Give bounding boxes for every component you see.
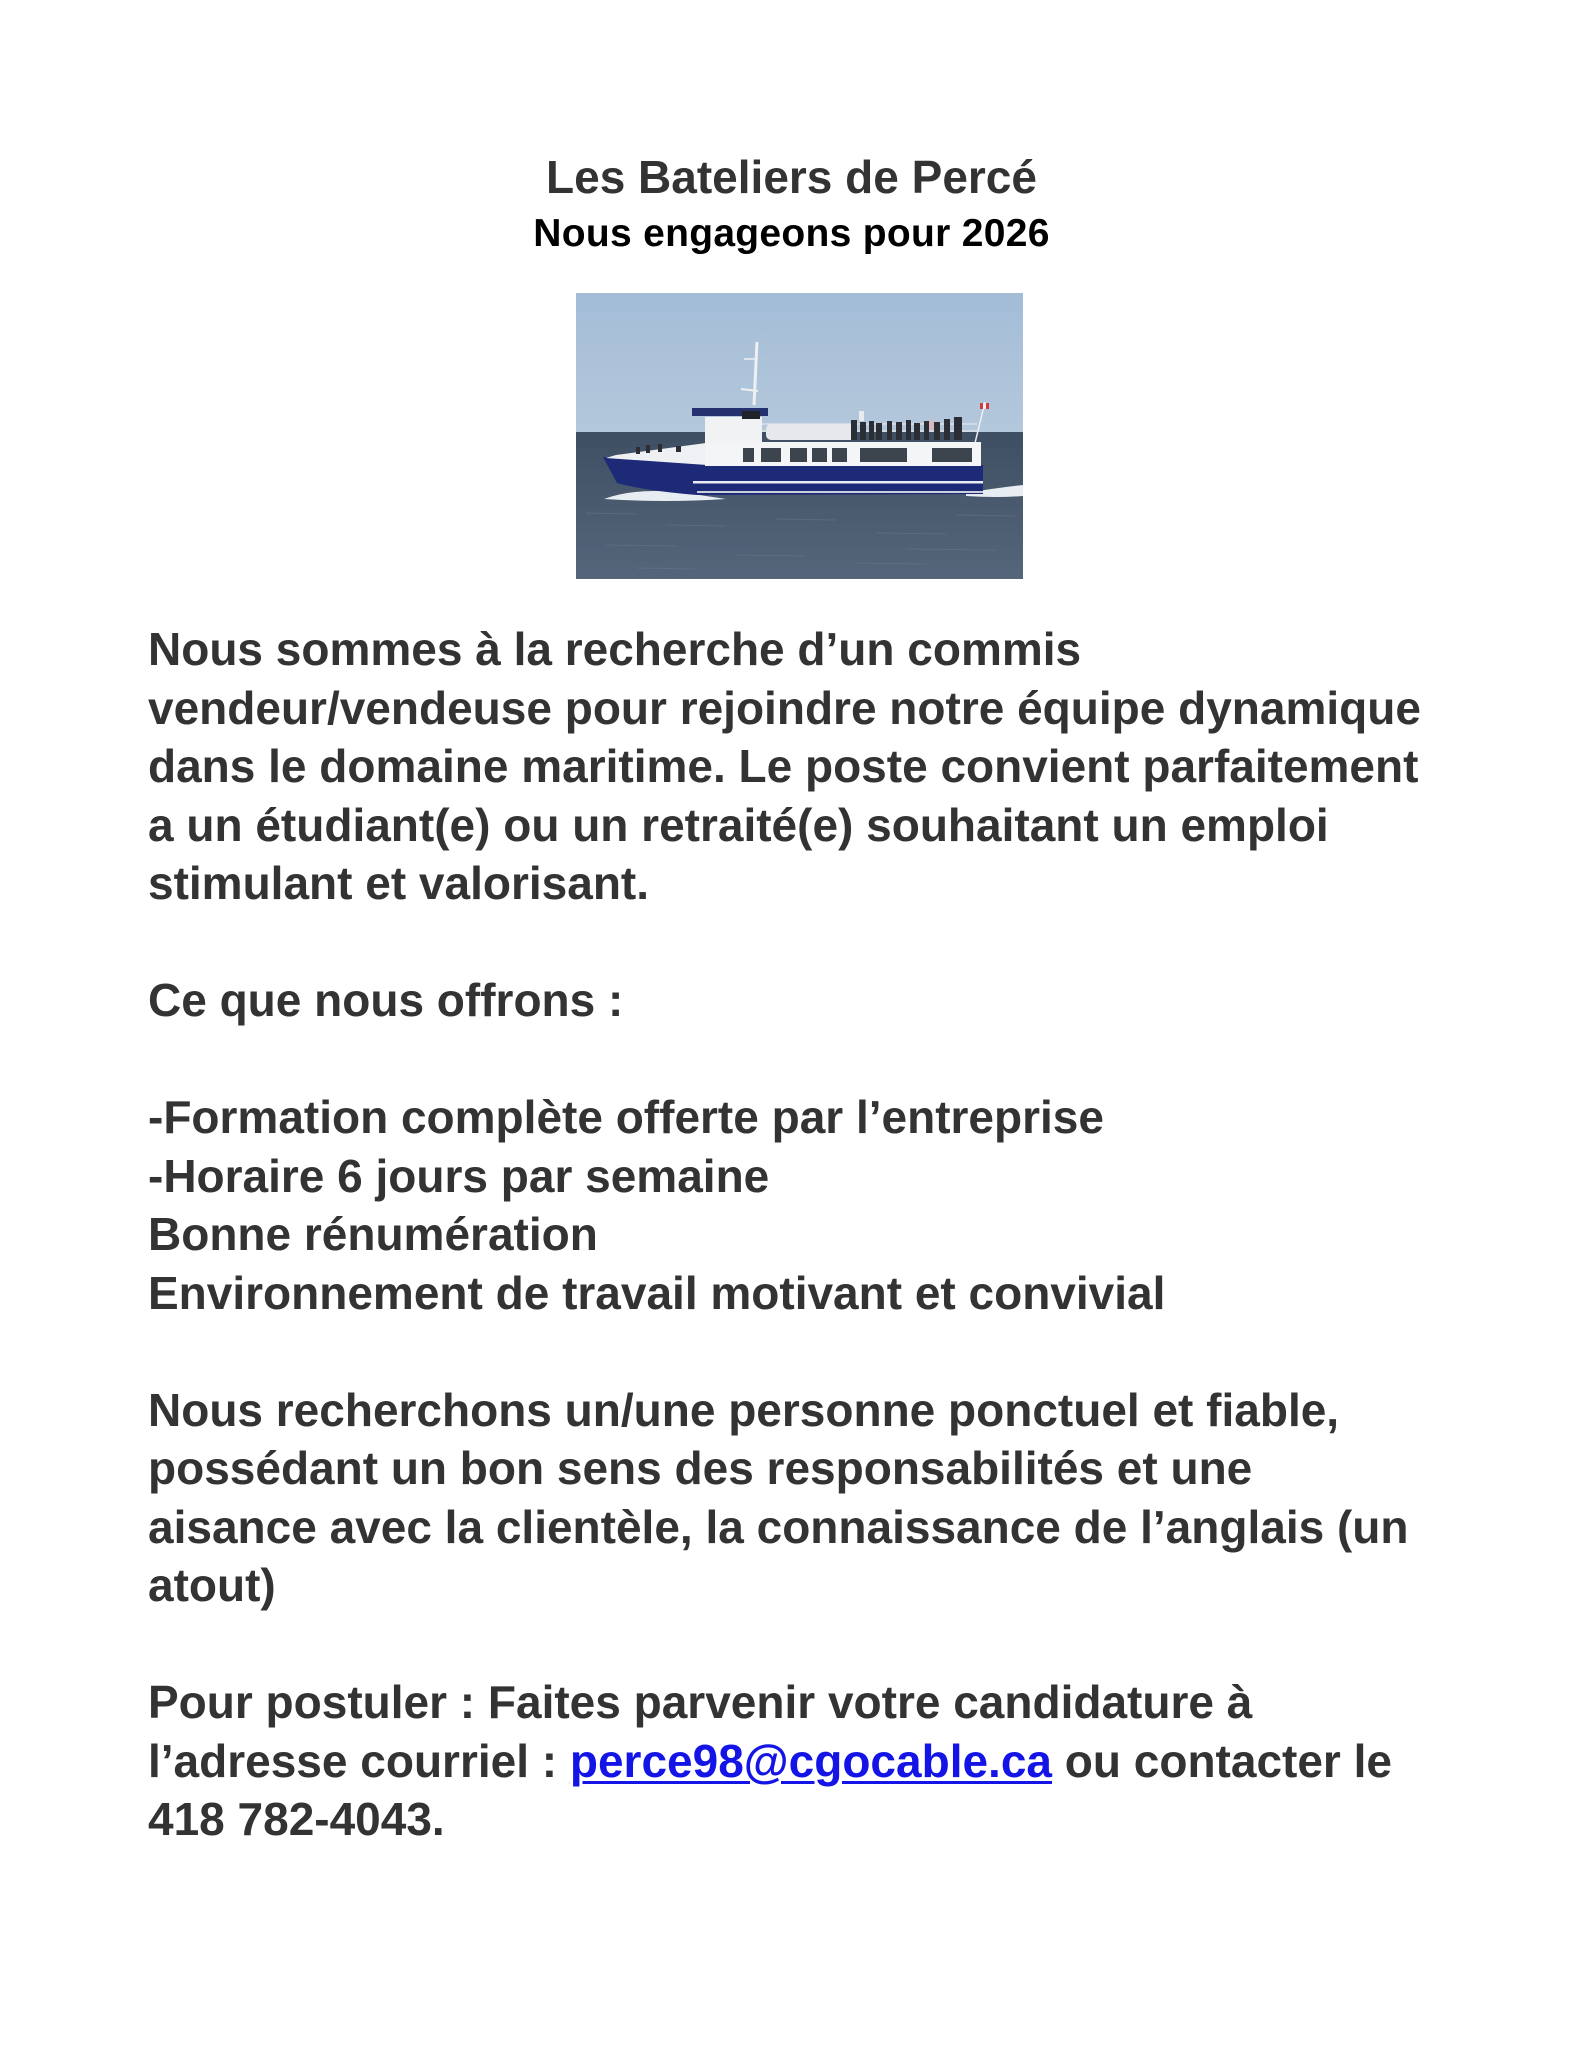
upper-deck <box>705 417 762 443</box>
profile-paragraph <box>148 1381 1468 1615</box>
life-rafts <box>766 424 856 440</box>
apply-email-prefix: l’adresse courriel : <box>148 1734 570 1787</box>
page-title: Les Bateliers de Percé <box>546 151 1037 203</box>
spacer <box>148 1322 1468 1381</box>
flag-center <box>983 403 986 409</box>
apply-paragraph <box>148 1673 1468 1849</box>
intro-paragraph <box>148 620 1468 913</box>
offer-item: Environnement de travail motivant et convivial <box>148 1266 1166 1319</box>
spacer <box>148 913 1468 972</box>
apply-email-line <box>148 1732 1468 1791</box>
hull-stripe <box>693 481 983 484</box>
boat-photo <box>576 293 1023 579</box>
offer-list <box>148 1088 1468 1322</box>
email-link[interactable]: perce98@cgocable.ca <box>569 1734 1052 1787</box>
spacer <box>148 1030 1468 1089</box>
spacer <box>148 1615 1468 1674</box>
intro-line: a un étudiant(e) ou un retraité(e) souhaitant un emploi <box>148 798 1329 851</box>
profile-line: possédant un bon sens des responsabilités et une <box>148 1442 1253 1494</box>
apply-email-suffix: ou contacter le <box>1052 1734 1392 1787</box>
page-subtitle: Nous engageons pour 2026 <box>533 212 1050 255</box>
intro-line: dans le domaine maritime. Le poste convient parfaitement <box>148 740 1419 792</box>
job-posting-body <box>148 620 1468 1849</box>
wheelhouse-window <box>742 411 760 419</box>
phone-number: 418 782-4043. <box>148 1793 445 1845</box>
offer-item: -Formation complète offerte par l’entreprise <box>148 1091 1104 1143</box>
profile-line: atout) <box>148 1559 276 1611</box>
sky <box>576 293 1023 433</box>
offer-item: Bonne rénumération <box>148 1208 598 1260</box>
intro-line: stimulant et valorisant. <box>148 857 650 909</box>
offer-heading: Ce que nous offrons : <box>148 974 624 1026</box>
profile-line: aisance avec la clientèle, la connaissance de l’anglais (un <box>148 1500 1409 1553</box>
offer-item: -Horaire 6 jours par semaine <box>148 1149 770 1202</box>
intro-line: Nous sommes à la recherche d’un commis <box>148 623 1082 675</box>
intro-line: vendeur/vendeuse pour rejoindre notre équipe dynamique <box>148 681 1421 734</box>
hull-waterline <box>697 491 983 493</box>
apply-line: Pour postuler : Faites parvenir votre candidature à <box>148 1676 1253 1728</box>
profile-line: Nous recherchons un/une personne ponctuel et fiable, <box>148 1383 1340 1436</box>
